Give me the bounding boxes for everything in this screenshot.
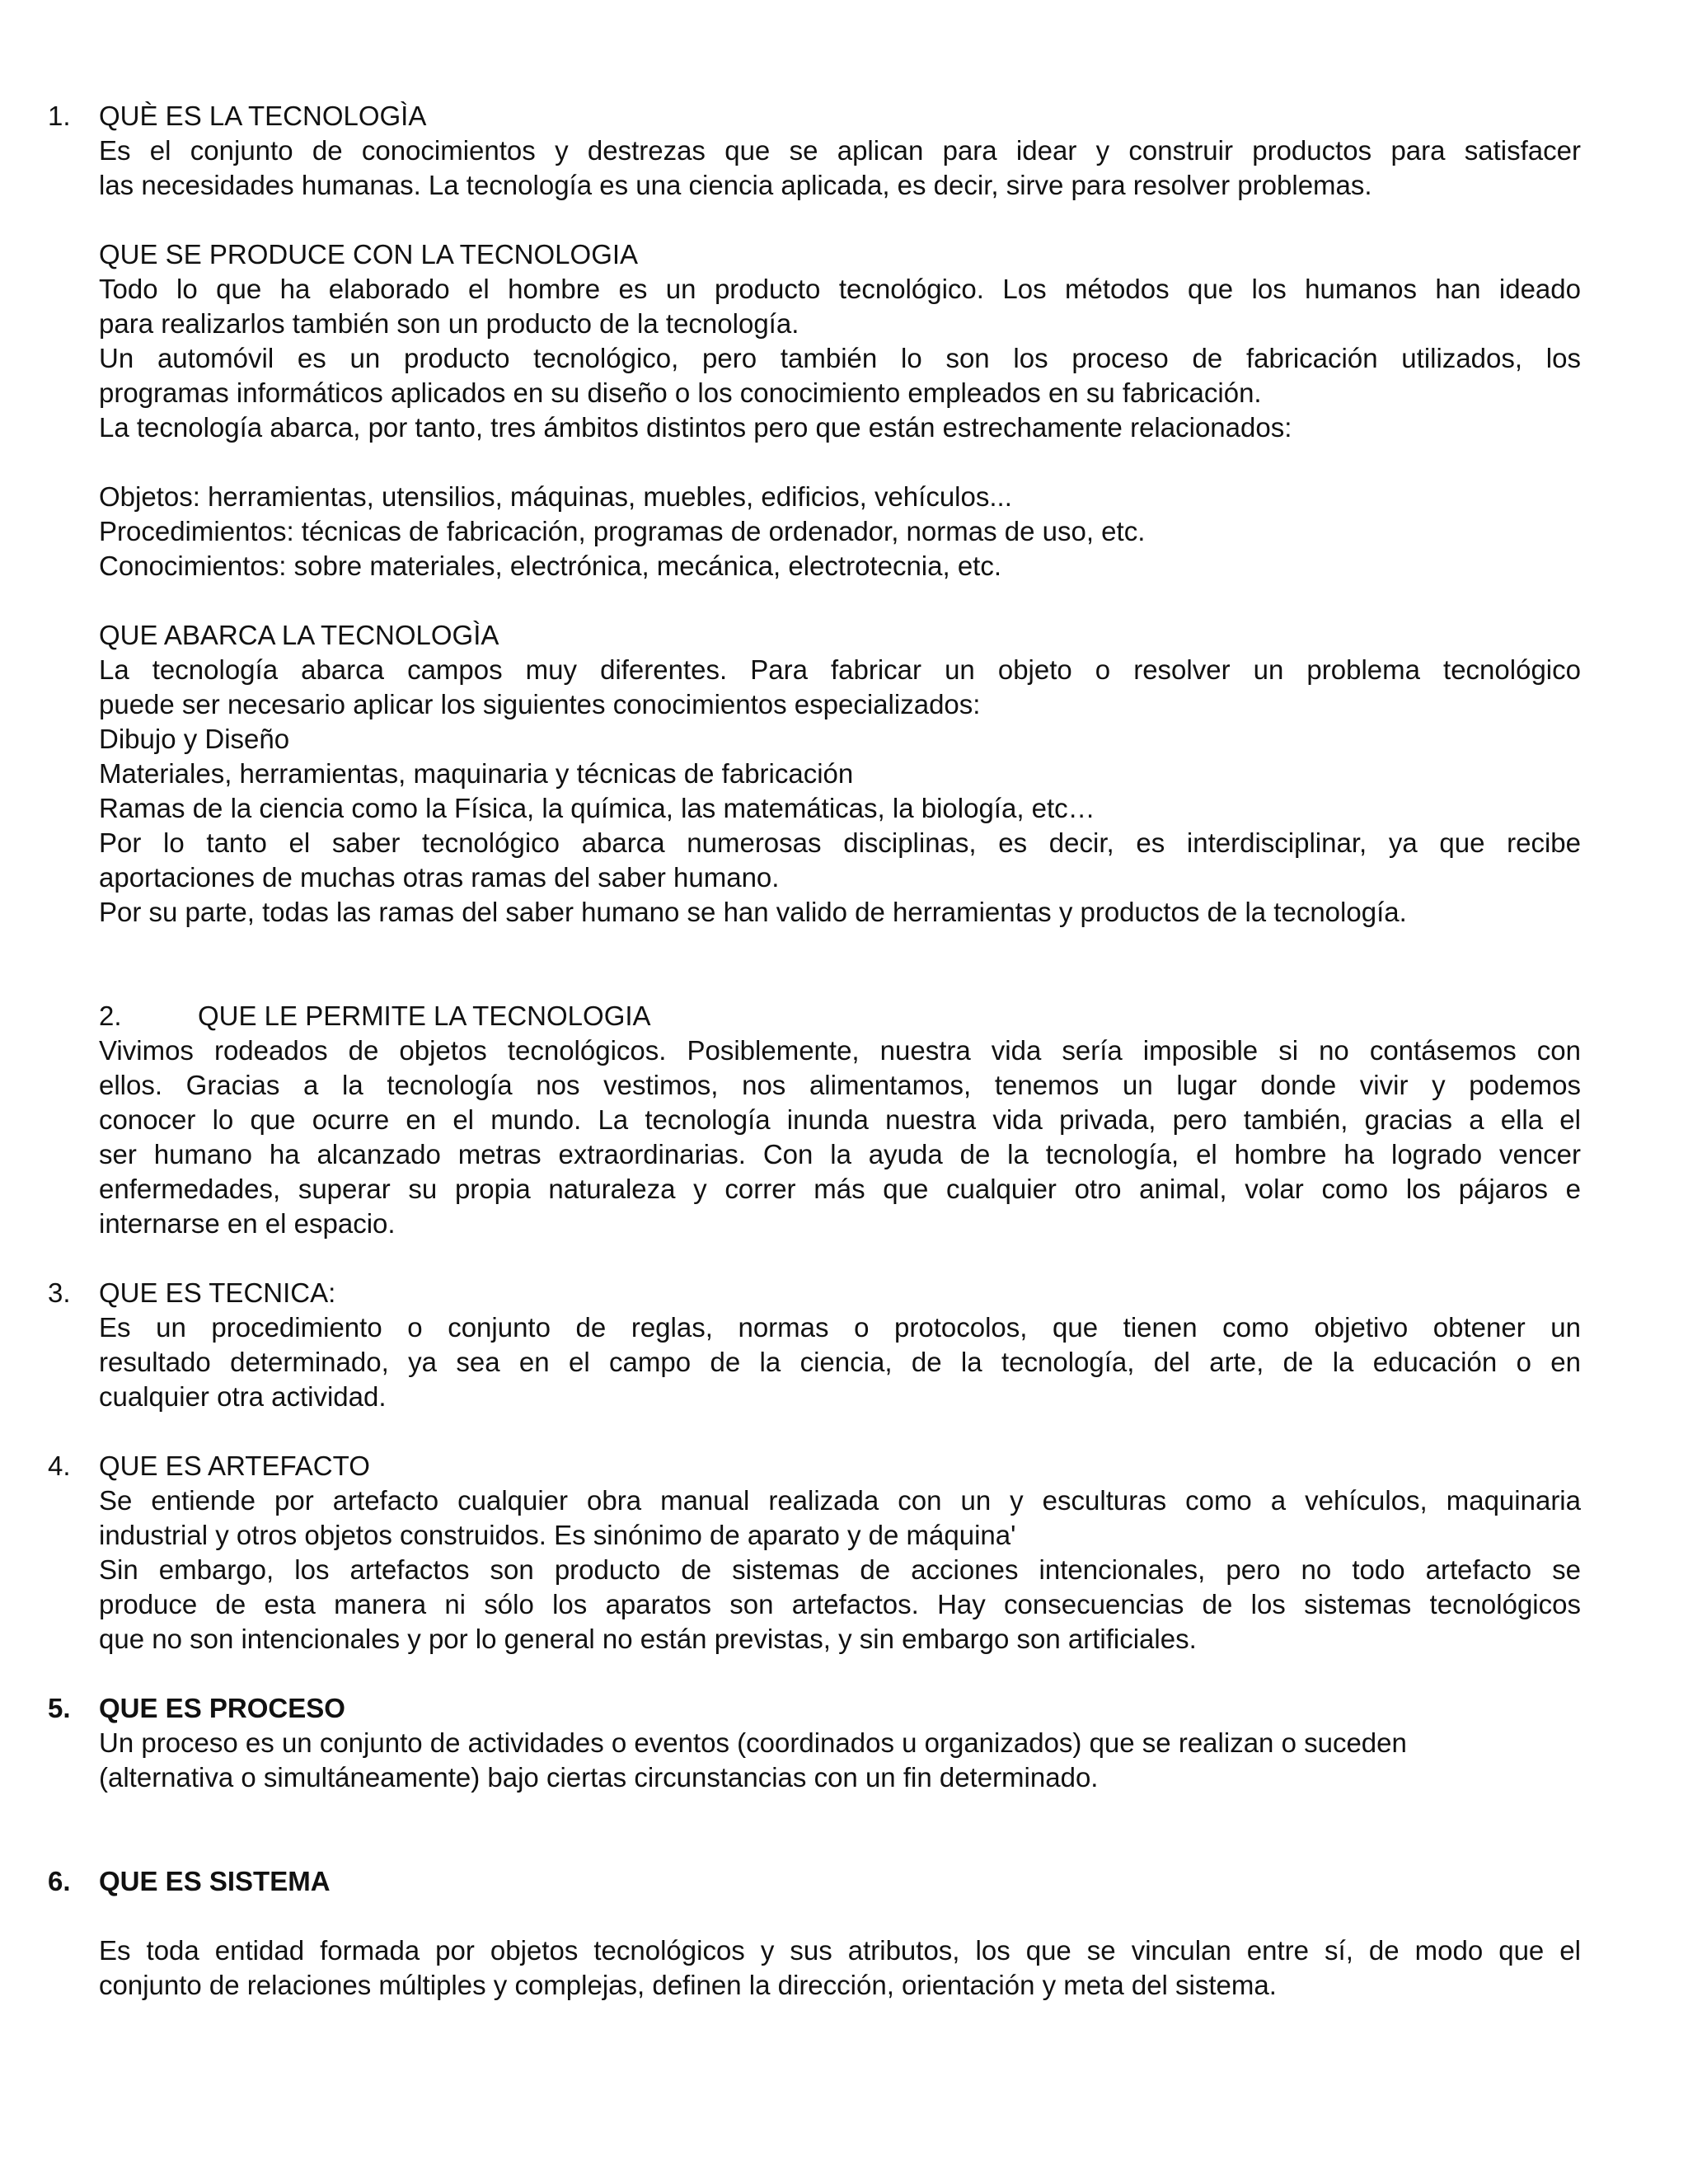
section-1-paragraph: las necesidades humanas. La tecnología es una ciencia aplicada, es decir, sirve para resolver problemas. [99, 170, 1372, 200]
subsection-paragraph: para realizarlos también son un producto de la tecnología. [99, 308, 799, 339]
section-5-paragraph: Un proceso es un conjunto de actividades o eventos (coordinados u organizados) que se realizan o suceden [99, 1727, 1407, 1758]
section-1-number: 1. [48, 101, 71, 131]
section-6-title: QUE ES SISTEMA [99, 1866, 331, 1896]
subsection-title: QUE SE PRODUCE CON LA TECNOLOGIA [99, 239, 639, 269]
subsection-paragraph: La tecnología abarca, por tanto, tres ámbitos distintos pero que están estrechamente relacionados: [99, 412, 1292, 443]
section-2-paragraph: Vivimos rodeados de objetos tecnológicos. Posiblemente, nuestra vida sería imposible si no contásemos con [99, 1035, 1581, 1066]
section-3-number: 3. [48, 1277, 71, 1308]
section-5-paragraph: (alternativa o simultáneamente) bajo ciertas circunstancias con un fin determinado. [99, 1762, 1099, 1793]
subsection-paragraph: Un automóvil es un producto tecnológico, pero también lo son los proceso de fabricación utilizados, los [99, 343, 1581, 373]
section-1-title: QUÈ ES LA TECNOLOGÌA [99, 101, 427, 131]
section-4-paragraph: Sin embargo, los artefactos son producto de sistemas de acciones intencionales, pero no todo artefacto se [99, 1554, 1581, 1585]
section-2-paragraph: enfermedades, superar su propia naturaleza y correr más que cualquier otro animal, volar como los pájaros e [99, 1174, 1581, 1204]
subsection-paragraph: La tecnología abarca campos muy diferentes. Para fabricar un objeto o resolver un problema tecnológico [99, 654, 1581, 685]
section-2-paragraph: conocer lo que ocurre en el mundo. La tecnología inunda nuestra vida privada, pero también, gracias a ella el [99, 1104, 1581, 1135]
section-4-paragraph: produce de esta manera ni sólo los aparatos son artefactos. Hay consecuencias de los sistemas tecnológicos [99, 1589, 1581, 1619]
section-4-paragraph: Se entiende por artefacto cualquier obra manual realizada con un y esculturas como a vehículos, maquinaria [99, 1485, 1581, 1516]
section-2-title: QUE LE PERMITE LA TECNOLOGIA [198, 1001, 651, 1031]
section-6-paragraph: conjunto de relaciones múltiples y complejas, definen la dirección, orientación y meta del sistema. [99, 1970, 1277, 2000]
list-item: Conocimientos: sobre materiales, electrónica, mecánica, electrotecnia, etc. [99, 551, 1002, 581]
section-5-title: QUE ES PROCESO [99, 1693, 345, 1723]
section-4-paragraph: industrial y otros objetos construidos. Es sinónimo de aparato y de máquina' [99, 1520, 1016, 1550]
section-2-paragraph: internarse en el espacio. [99, 1208, 396, 1239]
subsection-paragraph: Por su parte, todas las ramas del saber humano se han valido de herramientas y productos de la tecnología. [99, 897, 1407, 927]
list-item: Objetos: herramientas, utensilios, máquinas, muebles, edificios, vehículos... [99, 481, 1012, 512]
section-4-paragraph: que no son intencionales y por lo general no están previstas, y sin embargo son artificiales. [99, 1624, 1197, 1654]
section-5-number: 5. [48, 1693, 71, 1723]
section-3-paragraph: Es un procedimiento o conjunto de reglas, normas o protocolos, que tienen como objetivo obtener un [99, 1312, 1581, 1343]
section-6-paragraph: Es toda entidad formada por objetos tecnológicos y sus atributos, los que se vinculan entre sí, de modo que el [99, 1935, 1581, 1966]
subsection-paragraph: aportaciones de muchas otras ramas del saber humano. [99, 862, 780, 893]
section-2-paragraph: ser humano ha alcanzado metras extraordinarias. Con la ayuda de la tecnología, el hombre ha logrado vencer [99, 1139, 1581, 1169]
section-3-paragraph: cualquier otra actividad. [99, 1381, 387, 1412]
list-item: Ramas de la ciencia como la Física, la química, las matemáticas, la biología, etc… [99, 793, 1095, 823]
section-2-number: 2. [99, 1001, 122, 1031]
subsection-paragraph: programas informáticos aplicados en su diseño o los conocimiento empleados en su fabricación. [99, 377, 1262, 408]
section-6-number: 6. [48, 1866, 71, 1896]
section-2-paragraph: ellos. Gracias a la tecnología nos vestimos, nos alimentamos, tenemos un lugar donde vivir y podemos [99, 1070, 1581, 1100]
subsection-paragraph: Todo lo que ha elaborado el hombre es un producto tecnológico. Los métodos que los humanos han ideado [99, 274, 1581, 304]
list-item: Procedimientos: técnicas de fabricación, programas de ordenador, normas de uso, etc. [99, 516, 1146, 546]
subsection-paragraph: Por lo tanto el saber tecnológico abarca numerosas disciplinas, es decir, es interdisciplinar, ya que recibe [99, 827, 1581, 858]
subsection-title: QUE ABARCA LA TECNOLOGÌA [99, 620, 499, 650]
list-item: Dibujo y Diseño [99, 724, 290, 754]
section-3-paragraph: resultado determinado, ya sea en el campo de la ciencia, de la tecnología, del arte, de la educación o en [99, 1347, 1581, 1377]
section-4-title: QUE ES ARTEFACTO [99, 1451, 370, 1481]
section-1-paragraph: Es el conjunto de conocimientos y destrezas que se aplican para idear y construir productos para satisfacer [99, 135, 1581, 166]
section-4-number: 4. [48, 1451, 71, 1481]
list-item: Materiales, herramientas, maquinaria y técnicas de fabricación [99, 758, 854, 789]
subsection-paragraph: puede ser necesario aplicar los siguientes conocimientos especializados: [99, 689, 981, 719]
section-3-title: QUE ES TECNICA: [99, 1277, 336, 1308]
